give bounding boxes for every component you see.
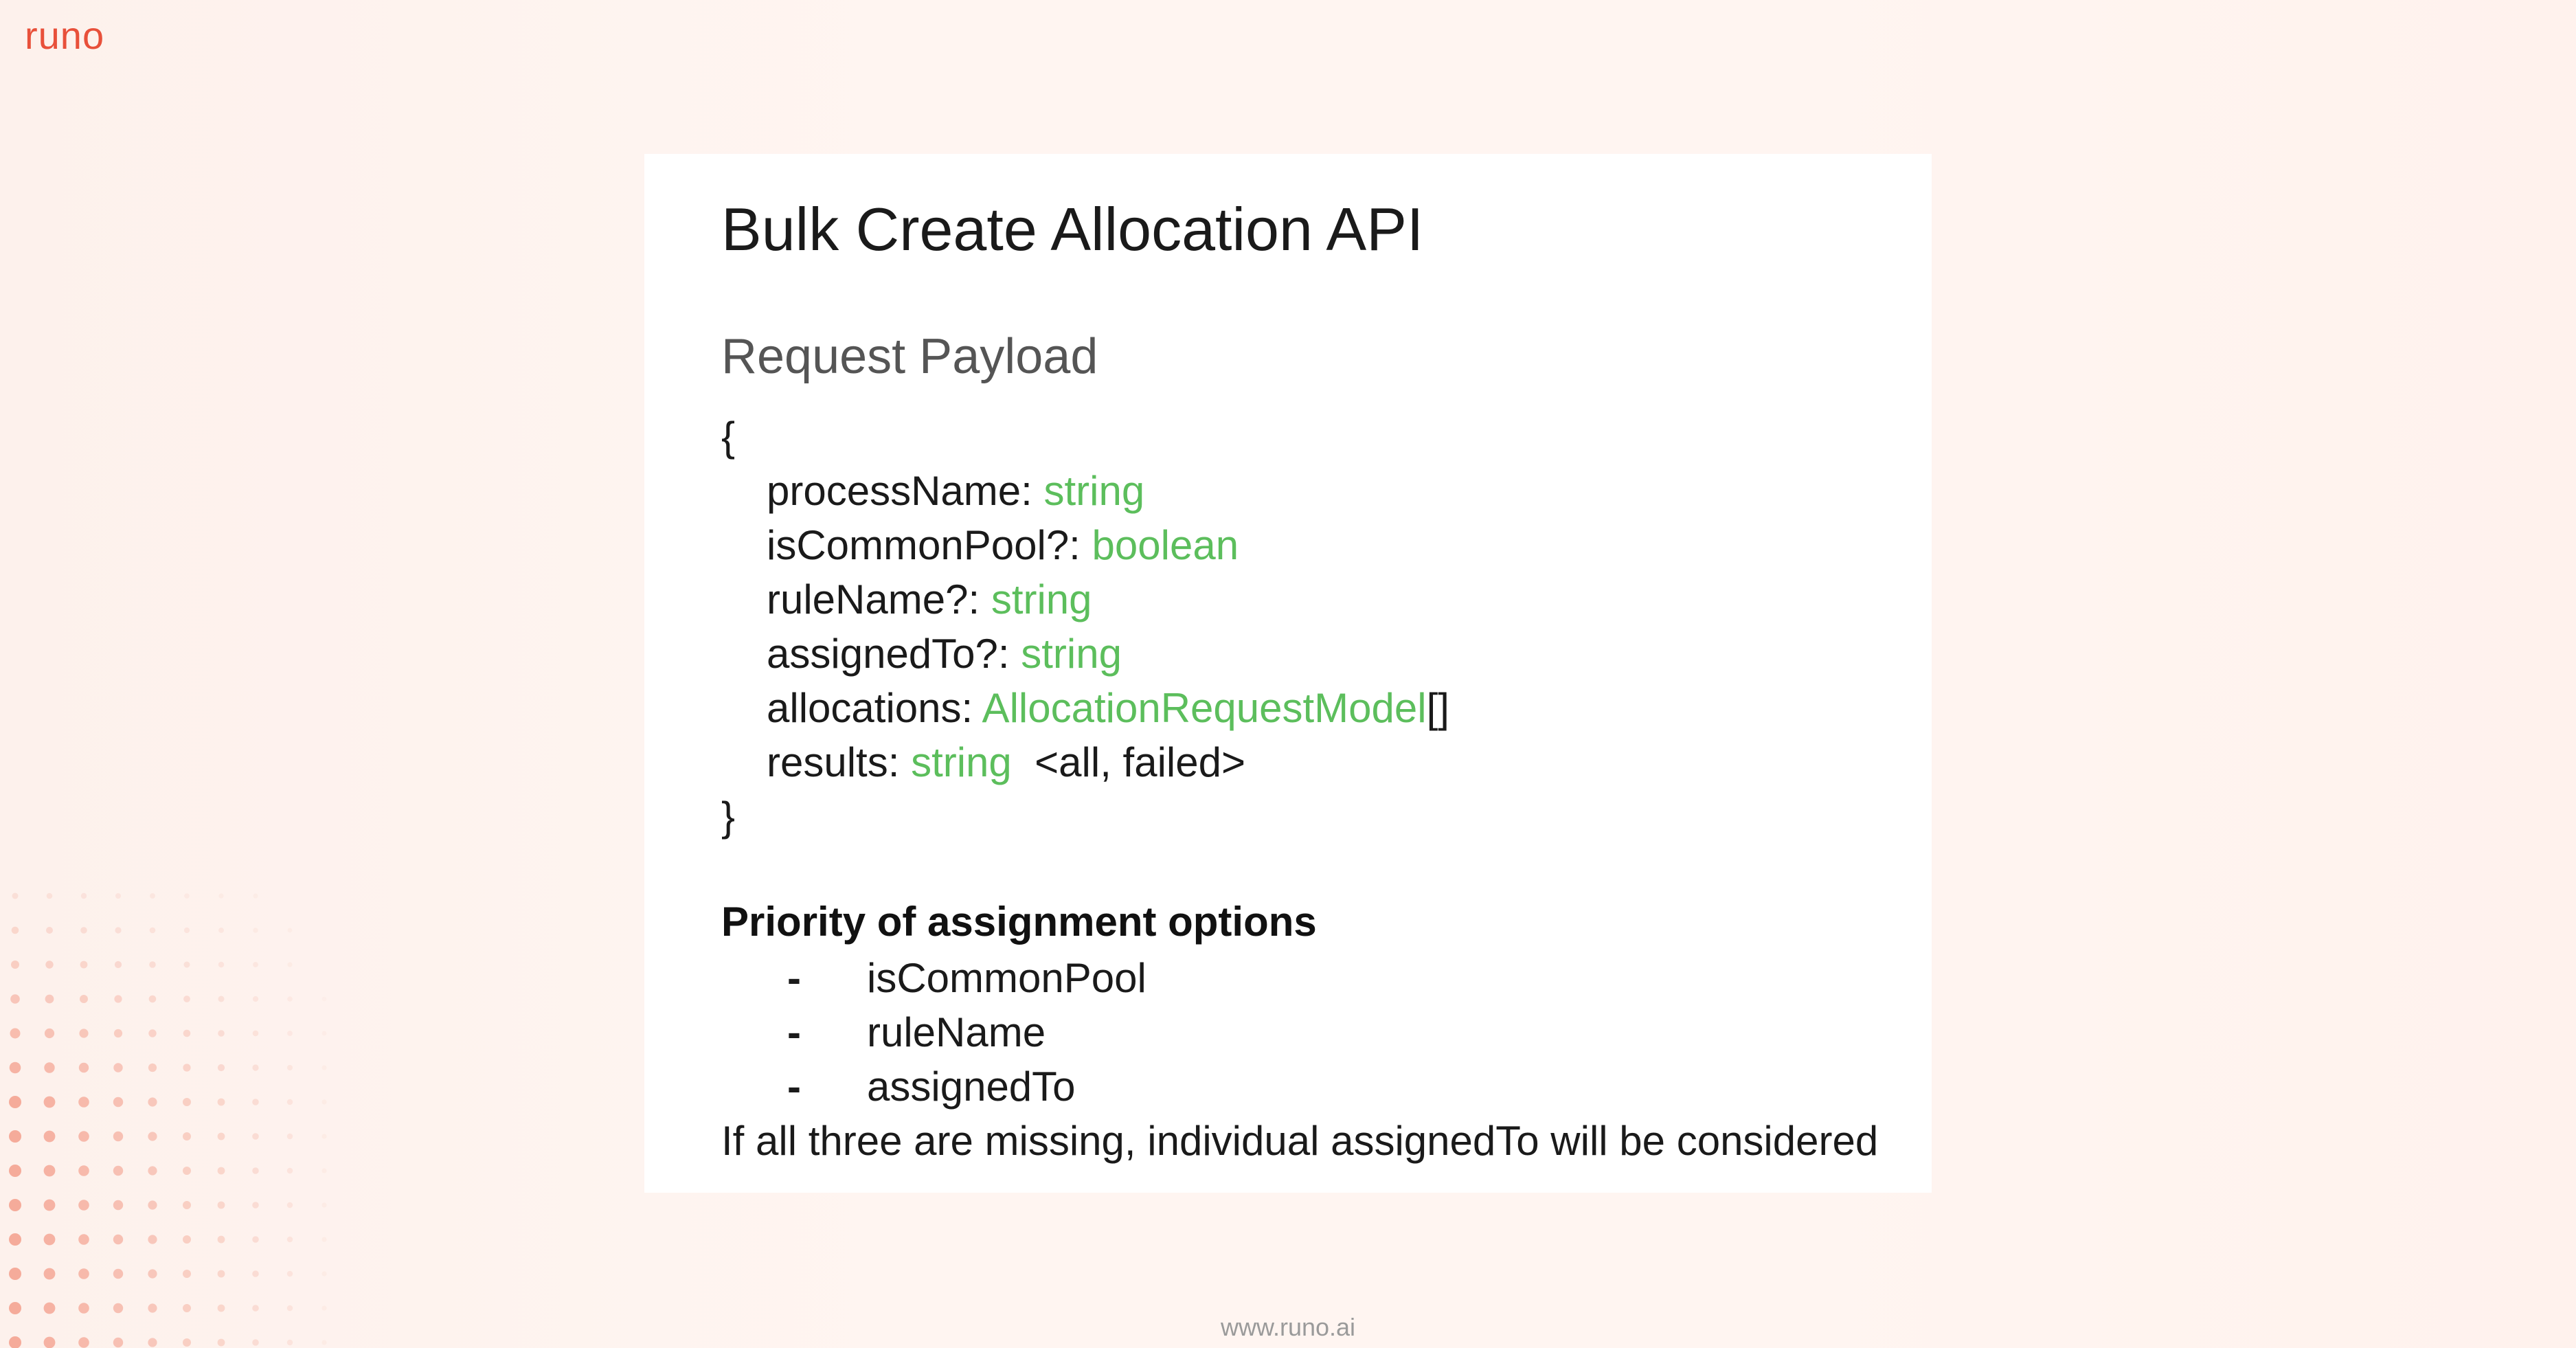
decorative-dot [115, 961, 122, 968]
field-type: AllocationRequestModel [982, 685, 1427, 731]
decorative-dot [148, 1200, 157, 1209]
decorative-dot [150, 928, 156, 934]
decorative-dot [79, 1063, 89, 1072]
decorative-dot [218, 996, 225, 1002]
field-suffix: <all, failed> [1011, 739, 1246, 785]
decorative-dot [218, 1202, 225, 1209]
decorative-dot [113, 1166, 123, 1176]
decorative-dot [183, 996, 190, 1002]
decorative-dot [253, 1031, 259, 1037]
slide-title: Bulk Create Allocation API [721, 195, 1424, 263]
decorative-dot [149, 996, 157, 1003]
decorative-dot [79, 1029, 88, 1037]
decorative-dot [78, 1200, 89, 1211]
decorative-dot [252, 1305, 259, 1312]
decorative-dot [78, 1303, 89, 1314]
decorative-dot [218, 1270, 225, 1278]
decorative-dot [322, 997, 327, 1002]
decorative-dot [183, 1098, 191, 1106]
decorative-dot [44, 1303, 56, 1314]
field-suffix: [] [1426, 685, 1449, 731]
decorative-dot-pattern [0, 886, 343, 1348]
decorative-dot [321, 1168, 326, 1173]
field-type: string [991, 576, 1092, 622]
decorative-dot [183, 1132, 191, 1141]
decorative-dot [183, 1030, 191, 1037]
decorative-dot [45, 1029, 54, 1038]
decorative-dot [321, 1202, 326, 1207]
decorative-dot [253, 996, 258, 1002]
field-name: processName: [767, 468, 1044, 514]
decorative-dot [287, 1065, 293, 1070]
decorative-dot [287, 1099, 293, 1105]
decorative-dot [115, 927, 121, 933]
decorative-dot [184, 962, 190, 968]
decorative-dot [218, 1099, 225, 1106]
decorative-dot [114, 995, 122, 1002]
decorative-dot [218, 1305, 225, 1312]
decorative-dot [44, 1062, 54, 1072]
code-field-ruleName [721, 572, 1449, 627]
decorative-dot [287, 1134, 293, 1139]
decorative-dot [321, 1305, 326, 1310]
field-name: ruleName?: [767, 576, 991, 622]
decorative-dot [113, 1303, 123, 1313]
decorative-dot [252, 1202, 259, 1209]
decorative-dot [252, 1167, 259, 1174]
decorative-dot [218, 1167, 225, 1175]
decorative-dot [12, 893, 19, 899]
decorative-dot [218, 928, 224, 933]
list-item-label: ruleName [867, 1009, 1046, 1055]
decorative-dot [80, 927, 87, 934]
request-payload-code [721, 409, 1449, 844]
decorative-dot [183, 1304, 191, 1312]
decorative-dot [287, 1031, 293, 1036]
code-field-assignedTo [721, 627, 1449, 681]
decorative-dot [80, 995, 88, 1003]
decorative-dot [148, 1269, 157, 1278]
decorative-dot [44, 1200, 56, 1211]
decorative-dot [322, 1031, 327, 1036]
decorative-dot [287, 1271, 293, 1277]
decorative-dot [113, 1132, 123, 1141]
code-field-results [721, 735, 1449, 789]
decorative-dot [80, 961, 88, 969]
footer-url: www.runo.ai [1220, 1313, 1356, 1341]
decorative-dot [287, 1168, 293, 1173]
decorative-dot [45, 995, 54, 1004]
field-type: string [911, 739, 1012, 785]
field-type: string [1021, 631, 1122, 677]
decorative-dot [78, 1268, 89, 1279]
decorative-dot [10, 994, 20, 1004]
decorative-dot [113, 1097, 123, 1107]
decorative-dot [113, 1235, 123, 1244]
list-bullet-dash: - [787, 955, 801, 1001]
decorative-dot [150, 893, 155, 899]
field-type: string [1043, 468, 1145, 514]
code-close-brace: } [721, 794, 736, 840]
decorative-dot [253, 928, 258, 932]
runo-logo [25, 15, 121, 56]
decorative-dot [321, 1271, 326, 1276]
decorative-dot [287, 1237, 293, 1242]
decorative-dot [113, 1200, 123, 1210]
decorative-dot [252, 1133, 259, 1140]
decorative-dot [12, 927, 19, 934]
decorative-dot [218, 1030, 225, 1037]
decorative-dot [78, 1097, 89, 1108]
decorative-dot [252, 1064, 258, 1070]
code-field-processName [721, 464, 1449, 518]
decorative-dot [183, 1064, 190, 1071]
logo-text: runo [25, 14, 105, 57]
decorative-dot [9, 1302, 21, 1314]
decorative-dot [47, 893, 53, 899]
decorative-dot [44, 1165, 56, 1177]
decorative-dot [148, 1303, 157, 1312]
decorative-dot [288, 928, 293, 933]
decorative-dot [148, 1235, 157, 1244]
list-bullet-dash: - [787, 1009, 801, 1055]
code-field-isCommonPool [721, 518, 1449, 572]
decorative-dot [44, 1268, 56, 1280]
decorative-dot [9, 1096, 21, 1108]
decorative-dot [11, 961, 19, 969]
list-bullet-dash: - [787, 1064, 801, 1110]
decorative-dot [113, 1063, 122, 1072]
decorative-dot [321, 1134, 326, 1138]
decorative-dot [115, 893, 121, 899]
decorative-dot [183, 1270, 191, 1278]
decorative-dot [252, 1270, 259, 1277]
decorative-dot [287, 996, 293, 1002]
decorative-dot [148, 1029, 156, 1037]
decorative-dot [218, 962, 224, 967]
decorative-dot [287, 1202, 293, 1208]
decorative-dot [114, 1029, 122, 1037]
decorative-dot [253, 962, 258, 967]
decorative-dot [218, 1236, 225, 1244]
decorative-dot [9, 1268, 21, 1280]
decorative-dot [10, 1062, 21, 1074]
decorative-dot [44, 1131, 56, 1143]
decorative-dot [10, 1029, 21, 1039]
decorative-dot [218, 1064, 225, 1071]
priority-heading: Priority of assignment options [721, 899, 1317, 945]
decorative-dot [322, 1066, 327, 1070]
decorative-dot [252, 1236, 259, 1243]
fallback-note: If all three are missing, individual assignedTo will be considered [721, 1118, 1879, 1164]
field-name: results: [767, 739, 912, 785]
decorative-dot [46, 927, 53, 934]
field-type: boolean [1092, 522, 1239, 568]
decorative-dot [218, 893, 223, 898]
decorative-dot [81, 893, 87, 899]
decorative-dot [45, 961, 53, 968]
decorative-dot [218, 1133, 225, 1141]
field-name: assignedTo?: [767, 631, 1021, 677]
decorative-dot [113, 1269, 123, 1279]
decorative-dot [184, 893, 190, 899]
decorative-dot [148, 1097, 157, 1106]
decorative-dot [78, 1165, 89, 1176]
list-item-label: assignedTo [867, 1064, 1076, 1110]
decorative-dot [149, 961, 156, 968]
code-field-allocations [721, 681, 1449, 735]
decorative-dot [44, 1234, 56, 1246]
decorative-dot [9, 1165, 21, 1177]
decorative-dot [321, 1099, 326, 1104]
decorative-dot [148, 1064, 157, 1072]
decorative-dot [78, 1234, 89, 1245]
decorative-dot [287, 962, 292, 967]
decorative-dot [252, 1099, 259, 1105]
decorative-dot [183, 1235, 191, 1244]
decorative-dot [148, 1166, 157, 1175]
slide-card [644, 154, 1932, 1193]
decorative-dot [183, 1167, 191, 1175]
decorative-dot [287, 1305, 293, 1311]
decorative-dot [183, 1201, 191, 1209]
list-item-label: isCommonPool [867, 955, 1146, 1001]
decorative-dot [184, 928, 190, 933]
decorative-dot [44, 1097, 56, 1108]
decorative-dot [9, 1130, 21, 1143]
field-name: allocations: [767, 685, 982, 731]
decorative-dot [148, 1132, 157, 1141]
code-open-brace: { [721, 414, 736, 460]
slide-subtitle: Request Payload [721, 329, 1098, 384]
field-name: isCommonPool?: [767, 522, 1092, 568]
decorative-dot [253, 894, 258, 899]
decorative-dot [78, 1131, 89, 1142]
decorative-dot [9, 1233, 21, 1246]
decorative-dot [9, 1199, 21, 1211]
decorative-dot [321, 1237, 326, 1242]
